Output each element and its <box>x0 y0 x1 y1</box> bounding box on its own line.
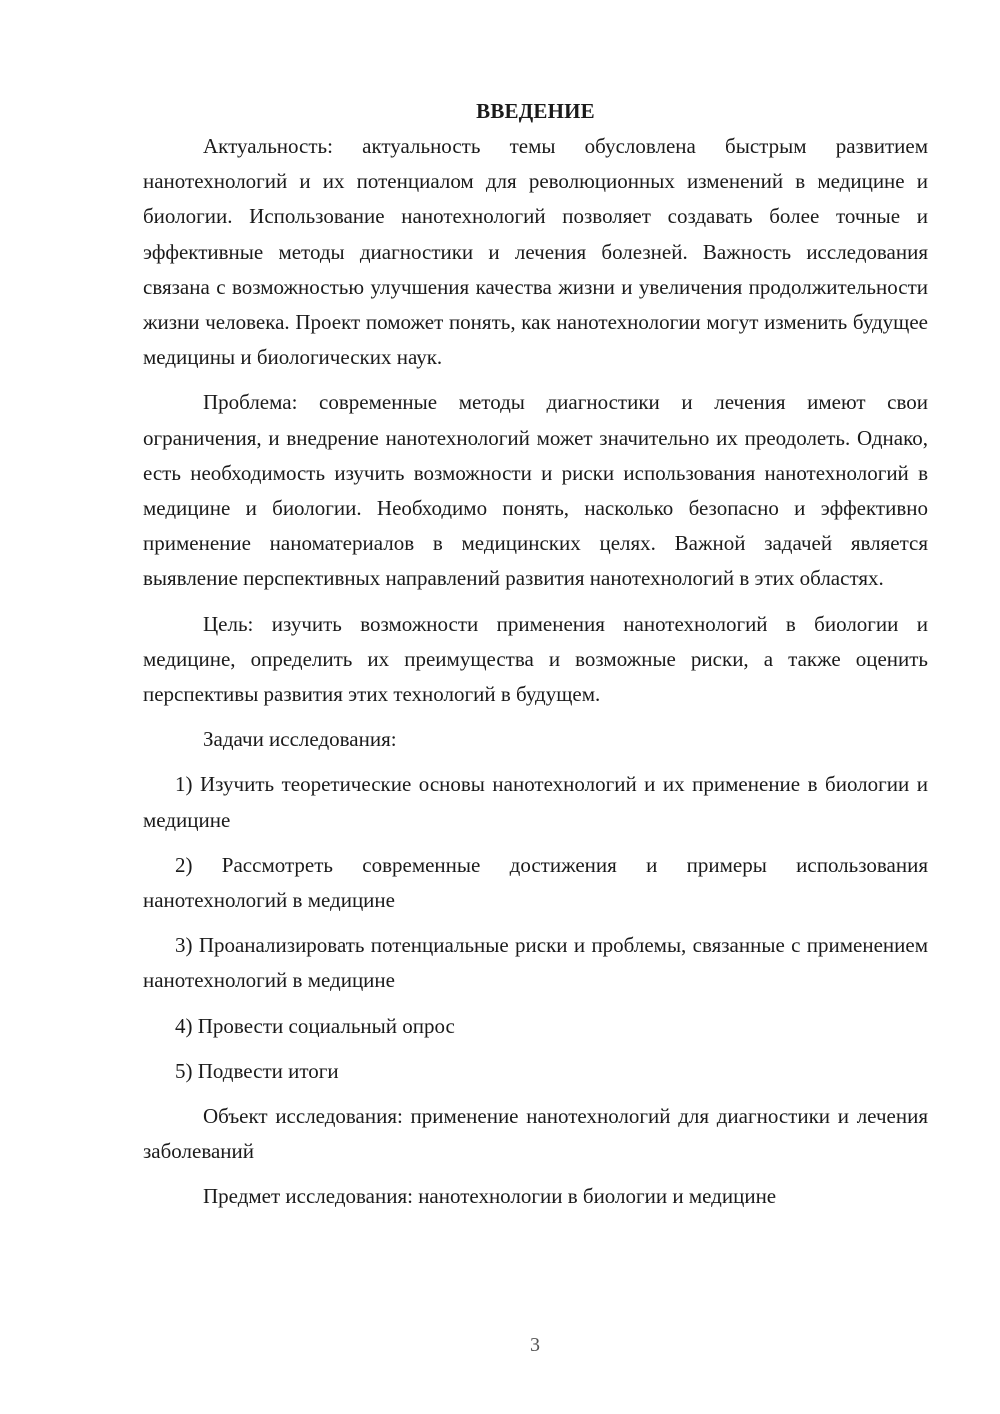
paragraph-relevance: Актуальность: актуальность темы обусловлена быстрым развитием нанотехнологий и их потенциалом для революционных изменений в медицине и биологии. Использование нанотехнологий позволяет создавать более точные и эффективные методы диагностики и лечения болезней. Важность исследования связана с возможностью улучшения качества жизни и увеличения продолжительности жизни человека. Проект поможет понять, как нанотехнологии могут изменить будущее медицины и биологических наук. <box>143 134 928 370</box>
paragraph-goal: Цель: изучить возможности применения нанотехнологий в биологии и медицине, определить их преимущества и возможные риски, а также оценить перспективы развития этих технологий в будущем. <box>143 611 928 707</box>
paragraph-subject: Предмет исследования: нанотехнологии в биологии и медицине <box>203 1184 777 1209</box>
task-item: 5) Подвести итоги <box>175 1058 339 1083</box>
task-item: 1) Изучить теоретические основы нанотехнологий и их применение в биологии и медицине <box>143 772 928 832</box>
paragraph-object: Объект исследования: применение нанотехнологий для диагностики и лечения заболеваний <box>143 1104 928 1164</box>
document-page <box>143 94 928 1225</box>
task-item: 2) Рассмотреть современные достижения и примеры использования нанотехнологий в медицине <box>143 852 928 913</box>
paragraph-problem: Проблема: современные методы диагностики и лечения имеют свои ограничения, и внедрение нанотехнологий может значительно их преодолеть. Однако, есть необходимость изучить возможности и риски использования нанотехнологий в медицине и биологии. Необходимо понять, насколько безопасно и эффективно применение наноматериалов в медицинских целях. Важной задачей является выявление перспективных направлений развития нанотехнологий в этих областях. <box>143 390 928 591</box>
tasks-heading: Задачи исследования: <box>203 727 397 752</box>
task-item: 3) Проанализировать потенциальные риски и проблемы, связанные с применением нанотехнологий в медицине <box>143 933 928 993</box>
page-number: 3 <box>530 1334 540 1356</box>
page-title: ВВЕДЕНИЕ <box>476 99 595 123</box>
task-item: 4) Провести социальный опрос <box>175 1013 455 1038</box>
